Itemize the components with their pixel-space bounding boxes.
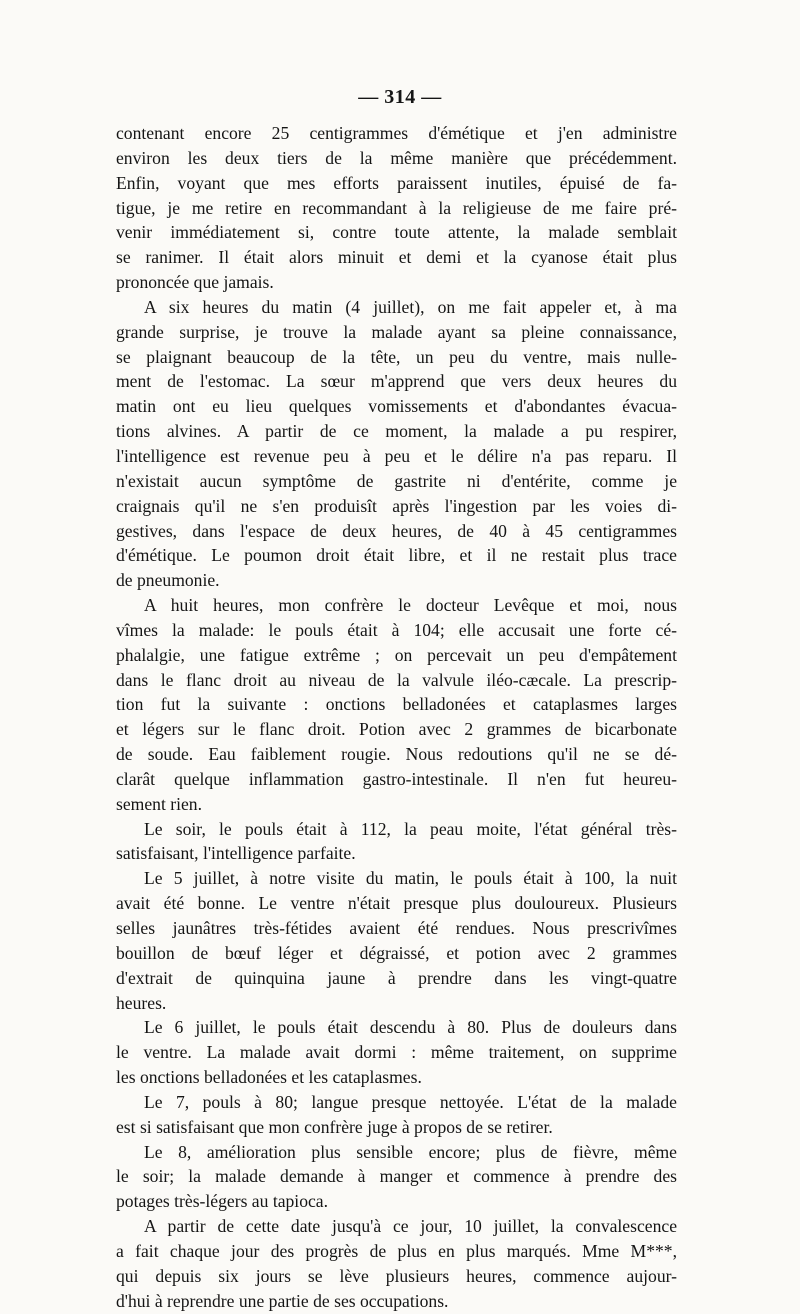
- text-line: les onctions belladonées et les cataplasmes.: [116, 1067, 422, 1088]
- text-line: potages très-légers au tapioca.: [116, 1191, 329, 1212]
- text-line: Le soir, le pouls était à 112, la peau moite, l'état général très-: [144, 818, 677, 839]
- text-line: qui depuis six jours se lève plusieurs heures, commence aujour-: [116, 1265, 677, 1286]
- text-line: et légers sur le flanc droit. Potion avec 2 grammes de bicarbonate: [116, 719, 677, 740]
- text-line: clarât quelque inflammation gastro-intestinale. Il n'en fut heureu-: [116, 768, 677, 789]
- text-line: se ranimer. Il était alors minuit et demi et la cyanose était plus: [116, 247, 677, 268]
- text-line: dans le flanc droit au niveau de la valvule iléo-cæcale. La prescrip-: [116, 669, 677, 690]
- text-line: Le 7, pouls à 80; langue presque nettoyée. L'état de la malade: [144, 1091, 677, 1112]
- text-line: d'extrait de quinquina jaune à prendre dans les vingt-quatre: [116, 967, 677, 988]
- text-line: d'hui à reprendre une partie de ses occupations.: [116, 1290, 449, 1311]
- text-line: contenant encore 25 centigrammes d'émétique et j'en administre: [116, 123, 677, 143]
- text-line: se plaignant beaucoup de la tête, un peu du ventre, mais nulle-: [116, 346, 677, 367]
- text-line: venir immédiatement si, contre toute attente, la malade semblait: [116, 222, 677, 243]
- text-line: selles jaunâtres très-fétides avaient été rendues. Nous prescrivîmes: [116, 918, 677, 938]
- text-line: matin ont eu lieu quelques vomissements et d'abondantes évacua-: [116, 396, 677, 417]
- text-line: d'émétique. Le poumon droit était libre, et il ne restait plus trace: [116, 545, 677, 566]
- text-line: de soude. Eau faiblement rougie. Nous redoutions qu'il ne se dé-: [116, 744, 677, 765]
- text-line: sement rien.: [116, 793, 202, 814]
- text-line: prononcée que jamais.: [116, 272, 274, 293]
- text-line: avait été bonne. Le ventre n'était presque plus douloureux. Plusieurs: [116, 893, 677, 914]
- text-line: de pneumonie.: [116, 570, 220, 591]
- text-line: tigue, je me retire en recommandant à la religieuse de me faire pré-: [116, 197, 677, 218]
- text-line: vîmes la malade: le pouls était à 104; elle accusait une forte cé-: [116, 619, 677, 640]
- page-number-header: — 314 —: [358, 86, 442, 108]
- text-line: Enfin, voyant que mes efforts paraissent inutiles, épuisé de fa-: [116, 172, 677, 193]
- text-line: heures.: [116, 992, 167, 1013]
- text-line: phalalgie, une fatigue extrême ; on percevait un peu d'empâtement: [116, 644, 677, 665]
- text-line: A six heures du matin (4 juillet), on me fait appeler et, à ma: [144, 296, 677, 317]
- text-line: environ les deux tiers de la même manière que précédemment.: [116, 147, 677, 168]
- text-line: Le 8, amélioration plus sensible encore; plus de fièvre, même: [144, 1141, 677, 1162]
- text-line: le ventre. La malade avait dormi : même traitement, on supprime: [116, 1042, 677, 1063]
- text-line: A partir de cette date jusqu'à ce jour, 10 juillet, la convalescence: [144, 1216, 677, 1237]
- text-line: Le 5 juillet, à notre visite du matin, le pouls était à 100, la nuit: [144, 868, 677, 889]
- text-line: Le 6 juillet, le pouls était descendu à 80. Plus de douleurs dans: [144, 1017, 677, 1038]
- text-line: bouillon de bœuf léger et dégraissé, et potion avec 2 grammes: [116, 942, 677, 963]
- text-line: A huit heures, mon confrère le docteur Levêque et moi, nous: [144, 595, 677, 616]
- text-line: n'existait aucun symptôme de gastrite ni d'entérite, comme je: [116, 470, 677, 491]
- text-line: le soir; la malade demande à manger et commence à prendre des: [116, 1166, 677, 1187]
- body-text: [116, 121, 677, 1314]
- text-line: l'intelligence est revenue peu à peu et le délire n'a pas reparu. Il: [116, 445, 677, 466]
- text-line: grande surprise, je trouve la malade ayant sa pleine connaissance,: [116, 321, 677, 342]
- text-line: gestives, dans l'espace de deux heures, de 40 à 45 centigrammes: [116, 520, 677, 541]
- text-line: satisfaisant, l'intelligence parfaite.: [116, 843, 356, 864]
- text-line: ment de l'estomac. La sœur m'apprend que vers deux heures du: [116, 371, 677, 392]
- text-line: a fait chaque jour des progrès de plus en plus marqués. Mme M***,: [116, 1240, 677, 1261]
- text-line: tions alvines. A partir de ce moment, la malade a pu respirer,: [116, 421, 677, 442]
- text-line: tion fut la suivante : onctions belladonées et cataplasmes larges: [116, 694, 677, 715]
- text-line: craignais qu'il ne s'en produisît après l'ingestion par les voies di-: [116, 495, 677, 516]
- text-line: est si satisfaisant que mon confrère juge à propos de se retirer.: [116, 1116, 553, 1137]
